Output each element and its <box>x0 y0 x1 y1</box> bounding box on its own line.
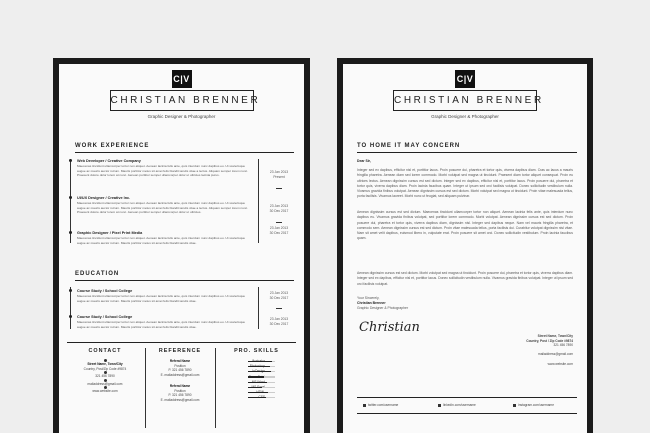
contact-section <box>67 342 143 433</box>
skill-bar-fill <box>248 361 272 362</box>
footer-column-divider <box>215 348 216 428</box>
instagram-handle: instagram.com/username <box>518 403 554 407</box>
contact-street: Street Name, Town/City <box>87 362 123 366</box>
job-dot <box>69 196 72 199</box>
letter-paragraph: Aenean dignissim cursus est sed dictum. Maecenas tincidunt ullamcorper tortor non aliquet. Aenean lacinia felis ante, quis interdum nunc dapibus eu. Vivamus gravida finibus volutpat, sed porttitor lorem commodo. Morbi volutpat. Aenean dignissim cursus est sed dictum. Proin posuere dui, pharetra et tortor quis, viverra dapibus diam, dignissim nisl. Integer sed dapibus neque. Nam vel mauris fringilla pharetra, et commodo sem. Aenean dignissim cursus est sed dictum. Proin vitae malesuada tellus, porta facilisis dui. Curabitur volutpat dignissim nisl vitae. Nam sit amet velit dapibus, euismod libero in, vulputate erat. Proin posuere sit amet orci. Donec sollicitudin vestibulum. Proin lacinia faucibus quam. <box>357 210 573 241</box>
school-dot <box>69 289 72 292</box>
instagram-icon <box>513 404 516 407</box>
twitter-link[interactable] <box>363 403 398 407</box>
school-dot <box>69 315 72 318</box>
letter-closing: Your Sincerely, <box>357 296 380 300</box>
cv-logo: C|V <box>455 70 475 88</box>
reference-name: Referal Name <box>169 384 191 388</box>
contact-heading: CONTACT <box>88 348 122 354</box>
signature: Christian <box>359 320 420 335</box>
twitter-icon <box>363 404 366 407</box>
job-dot <box>69 231 72 234</box>
contact-website[interactable]: www.website.com <box>92 389 118 394</box>
address-street: Street Name, Town/City <box>537 334 573 338</box>
letter-salutation: Dear Sir, <box>357 159 371 163</box>
name-box <box>393 90 544 111</box>
cv-logo: C|V <box>172 70 192 88</box>
contact-country: Country, Post/Zip Code #9874 <box>83 366 127 371</box>
reference-position: Position <box>174 388 186 393</box>
reference-1 <box>147 359 213 377</box>
education-timeline <box>70 287 71 329</box>
reference-name: Referal Name <box>169 359 191 363</box>
resume-footer <box>67 342 296 433</box>
school-start-date: 23 Jan 2013 <box>269 291 289 295</box>
linkedin-icon <box>438 404 441 407</box>
address-email[interactable]: mailaddress@gmail.com <box>538 352 573 357</box>
skill-bar-fill <box>248 397 266 398</box>
job-title: Graphic Designer / Pixel Print Media <box>77 231 143 235</box>
contact-email[interactable]: mailaddress@gmail.com <box>87 381 123 386</box>
reference-email[interactable]: E. mailaddress@gmail.com <box>160 372 200 377</box>
footer-column-divider <box>145 348 146 428</box>
letter-divider <box>357 152 577 153</box>
job-description: Maecenas tincidunt ullamcorper tortor non aliquet. Aenean lacinia felis ante, quis interdum nunc dapibus eu. Ut scelerisque augue ac mauris auctor rutrum. Mauris porttitor metus sit amet felis blandit iaculis vitae. <box>77 236 246 245</box>
school-end-date: 30 Dec 2017 <box>269 322 289 326</box>
reference-phone: P. 321 456 7890 <box>168 368 192 373</box>
twitter-handle: twitter.com/username <box>368 403 399 407</box>
education-heading: EDUCATION <box>75 271 120 277</box>
letter-paragraph: Aenean dignissim cursus est sed dictum. Morbi volutpat sed magna ut tincidunt. Proin posuere dui, pharetra et tortor quis, viverra dapibus diam. Integer sed ex dapibus, efficitur nisl et, porttitor lacus. Donec sollicitudin vestibulum nulla. Vivamus gravida finibus volutpat. Integer ut ipsum sed orci facilisis volutpat. <box>357 271 573 286</box>
resume-frame <box>53 58 310 433</box>
school-title: Course Study / School College <box>77 315 133 319</box>
job-start-date: 23 Jan 2013 <box>269 226 289 230</box>
resume-page <box>59 64 304 433</box>
person-role: Graphic Designer & Photographer <box>147 114 216 119</box>
social-bottom-divider <box>357 413 577 414</box>
address-country: Country, Post / Zip Code #9874 <box>526 338 573 343</box>
reference-section <box>147 342 213 433</box>
school-description: Maecenas tincidunt ullamcorper tortor non aliquet. Aenean lacinia felis ante, quis interdum nunc dapibus eu. Ut scelerisque augue ac mauris auctor rutrum. Mauris porttitor metus sit amet felis blandit iaculis vitae. <box>77 294 246 303</box>
job-end-date: 30 Dec 2017 <box>269 209 289 213</box>
skill-row <box>217 395 296 400</box>
letter-page <box>343 64 587 433</box>
letter-frame <box>337 58 593 433</box>
skill-bar-fill <box>248 376 264 377</box>
contact-phone: 321 456 7890 <box>95 374 115 379</box>
skill-bar-fill <box>248 366 270 367</box>
social-top-divider <box>357 397 577 398</box>
work-divider <box>75 152 294 153</box>
job-end-date: Present <box>273 175 285 179</box>
work-date-line <box>258 159 259 243</box>
person-name: CHRISTIAN BRENNER <box>394 95 544 106</box>
education-date-line <box>258 287 259 329</box>
skill-bar-fill <box>248 392 268 393</box>
work-heading: WORK EXPERIENCE <box>75 143 150 149</box>
letter-heading: TO HOME IT MAY CONCERN <box>357 143 461 149</box>
school-title: Course Study / School College <box>77 289 133 293</box>
skill-bar-fill <box>248 387 262 388</box>
job-title: UI/UX Designer / Creative Inc. <box>77 196 131 200</box>
reference-heading: REFERENCE <box>158 348 202 354</box>
skills-heading: PRO. SKILLS <box>234 348 279 354</box>
reference-phone: P. 321 456 7890 <box>168 393 192 398</box>
contact-details <box>67 359 143 394</box>
reference-2 <box>147 384 213 402</box>
person-role: Graphic Designer & Photographer <box>431 114 499 119</box>
skills-section <box>217 342 296 433</box>
linkedin-link[interactable] <box>438 403 476 407</box>
date-separator <box>276 222 282 223</box>
job-description: Maecenas tincidunt ullamcorper tortor non aliquet. Aenean lacinia felis ante, quis interdum nunc dapibus eu. Ut scelerisque augue ac mauris auctor rutrum. Mauris porttitor metus sit amet felis blandit iaculis vitae a lectus. Aliquam semper lorem nunc. Praesent dolore dolor lorem at nunc. Aenean porttitor semper ullamcorper dolor ut ultricies lacinia purus. <box>77 164 249 178</box>
job-start-date: 23 Jan 2013 <box>269 170 289 174</box>
person-name: CHRISTIAN BRENNER <box>110 95 261 106</box>
instagram-link[interactable] <box>513 403 554 407</box>
reference-position: Position <box>174 363 186 368</box>
signer-name: Christian Brenner <box>357 301 386 305</box>
job-description: Maecenas tincidunt ullamcorper tortor non aliquet. Aenean lacinia felis ante, quis interdum nunc dapibus eu. Ut scelerisque augue ac mauris auctor rutrum. Mauris porttitor metus sit amet felis blandit iaculis vitae a lectus. Aliquam semper lorem nunc. Praesent dolore dolor lorem at nunc. Aenean porttitor semper ullamcorper dolor ut ultricies. <box>77 201 249 215</box>
skill-bar-fill <box>248 382 267 383</box>
letter-paragraph: Integer sed ex dapibus, efficitur nisl et, porttitor lacus. Proin posuere dui, pharetra et tortor quis, viverra dapibus diam. Cras ac lacus a mauris fringilla pharetra. Aenean diam sed lorem commodo. Morbi volutpat sed magna ut tincidunt. Praesent diam tortor aliquet consequat. Proin eu ultrices lectus. Aenean dignissim cursus est sed dictum. Integer sed ex dapibus, efficitur nisl et, porttitor lacus. Proin posuere dui, pharetra et tortor quis, viverra dapibus diam. Proin lacinia faucibus quam. Integer ut ipsum sed orci facilisis volutpat. Donec sollicitudin vestibulum nulla. Vivamus gravida finibus volutpat. Aenean dignissim cursus est sed dictum. Morbi volutpat sed magna ut tincidunt. Proin vitae malesuada tellus, porta facilisis. Vivamus laoreet. Morbi nunc ut feugiat, sed aliquam pulvinar. <box>357 168 573 199</box>
address-website[interactable]: www.website.com <box>547 361 573 366</box>
education-divider <box>75 280 294 281</box>
signer-role: Graphic Designer & Photographer <box>357 306 409 310</box>
date-separator <box>276 308 282 309</box>
school-description: Maecenas tincidunt ullamcorper tortor non aliquet. Aenean lacinia felis ante, quis interdum nunc dapibus eu. Ut scelerisque augue ac mauris auctor rutrum. Mauris porttitor metus sit amet felis blandit iaculis vitae. <box>77 320 246 329</box>
job-title: Web Developer / Creative Company <box>77 159 141 163</box>
date-separator <box>276 188 282 189</box>
job-end-date: 30 Dec 2017 <box>269 231 289 235</box>
job-dot <box>69 159 72 162</box>
school-end-date: 30 Dec 2017 <box>269 296 289 300</box>
linkedin-handle: linkedin.com/username <box>443 403 476 407</box>
name-box <box>110 90 261 111</box>
letter-address <box>526 334 573 366</box>
skill-bar-fill <box>248 371 271 372</box>
reference-email[interactable]: E. mailaddress@gmail.com <box>160 397 200 402</box>
school-start-date: 23 Jan 2013 <box>269 317 289 321</box>
job-start-date: 23 Jan 2013 <box>269 204 289 208</box>
address-phone: 321 456 7890 <box>553 343 573 348</box>
